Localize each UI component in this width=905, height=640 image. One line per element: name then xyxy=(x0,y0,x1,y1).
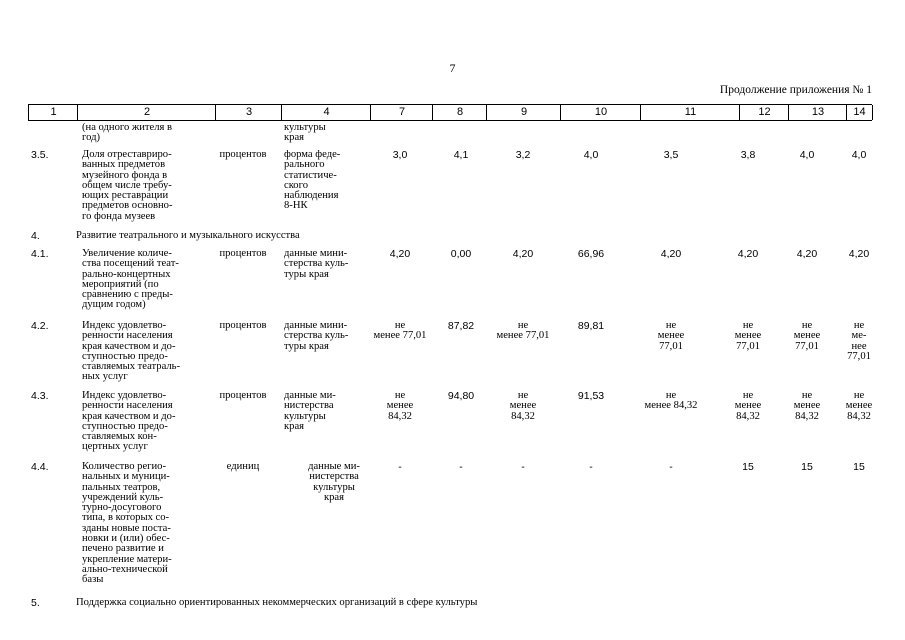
value-col-8: 87,82 xyxy=(447,320,475,332)
value-col-7: - xyxy=(398,461,402,473)
header-col-11: 11 xyxy=(640,105,740,120)
value-col-13: 15 xyxy=(801,461,813,473)
value-col-9: 4,20 xyxy=(512,248,534,260)
row-number: 4.1. xyxy=(31,248,49,260)
value-col-8: 0,00 xyxy=(450,248,472,260)
continuation-label: Продолжение приложения № 1 xyxy=(719,84,872,96)
row-number: 4.4. xyxy=(31,461,49,473)
value-col-10: 66,96 xyxy=(577,248,605,260)
header-col-1: 1 xyxy=(28,105,78,120)
value-col-12: не менее 77,01 xyxy=(734,320,762,352)
value-col-11: не менее 77,01 xyxy=(657,320,685,352)
value-col-7: не менее 84,32 xyxy=(386,390,414,422)
page-number: 7 xyxy=(449,61,456,75)
row-number: 4.2. xyxy=(31,320,49,332)
row-number: 5. xyxy=(31,597,40,609)
header-col-2: 2 xyxy=(77,105,216,120)
value-col-13: 4,20 xyxy=(796,248,818,260)
unit-of-measure: единиц xyxy=(226,461,260,472)
value-col-7: не менее 77,01 xyxy=(373,320,427,342)
value-col-9: не менее 84,32 xyxy=(509,390,537,422)
value-col-7: 3,0 xyxy=(392,149,408,161)
header-col-7: 7 xyxy=(370,105,433,120)
value-col-11: 4,20 xyxy=(660,248,682,260)
header-col-3: 3 xyxy=(215,105,282,120)
header-col-13: 13 xyxy=(788,105,847,120)
value-col-10: 91,53 xyxy=(577,390,605,402)
value-col-14: не ме- нее 77,01 xyxy=(847,320,871,362)
value-col-14: не менее 84,32 xyxy=(845,390,873,422)
value-col-9: не менее 77,01 xyxy=(496,320,550,342)
value-col-8: 4,1 xyxy=(453,149,469,161)
data-source: культуры края xyxy=(284,122,326,144)
value-col-13: не менее 77,01 xyxy=(793,320,821,352)
indicator-name: Доля отреставриро- ванных предметов музейного фонда в общем числе требу- ющих реставрации предметов основно- го фонда музеев xyxy=(82,149,173,222)
section-title: Поддержка социально ориентированных некоммерческих организаций в сфере культуры xyxy=(76,597,478,608)
value-col-11: 3,5 xyxy=(663,149,679,161)
value-col-10: 4,0 xyxy=(583,149,599,161)
value-col-12: 15 xyxy=(742,461,754,473)
unit-of-measure: процентов xyxy=(219,248,267,259)
value-col-9: - xyxy=(521,461,525,473)
value-col-11: не менее 84,32 xyxy=(644,390,698,412)
indicator-name: Увеличение количе- ства посещений теат- рально-концертных мероприятий (по сравнению с преды- дущим годом) xyxy=(82,248,179,311)
section-title: Развитие театрального и музыкального искусства xyxy=(76,230,300,241)
header-col-8: 8 xyxy=(432,105,487,120)
unit-of-measure: процентов xyxy=(219,320,267,331)
value-col-12: 4,20 xyxy=(737,248,759,260)
data-source: данные ми- нистерства культуры края xyxy=(284,390,336,432)
value-col-14: 15 xyxy=(853,461,865,473)
indicator-name: Индекс удовлетво- ренности населения края качеством и до- ступностью предо- ставляемых кон- цертных услуг xyxy=(82,390,176,453)
value-col-14: 4,0 xyxy=(851,149,867,161)
table-header xyxy=(28,104,872,121)
value-col-8: - xyxy=(459,461,463,473)
value-col-14: 4,20 xyxy=(848,248,870,260)
header-col-4: 4 xyxy=(281,105,371,120)
value-col-12: 3,8 xyxy=(740,149,756,161)
value-col-11: - xyxy=(669,461,673,473)
row-number: 4.3. xyxy=(31,390,49,402)
data-source: данные мини- стерства куль- туры края xyxy=(284,320,349,352)
value-col-10: - xyxy=(589,461,593,473)
data-source: данные ми- нистерства культуры края xyxy=(308,461,360,503)
unit-of-measure: процентов xyxy=(219,390,267,401)
indicator-name: Индекс удовлетво- ренности населения края качеством и до- ступностью предо- ставляемых театраль- ных услуг xyxy=(82,320,181,383)
header-col-14: 14 xyxy=(846,105,873,120)
value-col-8: 94,80 xyxy=(447,390,475,402)
row-number: 4. xyxy=(31,230,40,242)
data-source: данные мини- стерства куль- туры края xyxy=(284,248,349,280)
value-col-7: 4,20 xyxy=(389,248,411,260)
header-col-9: 9 xyxy=(486,105,561,120)
unit-of-measure: процентов xyxy=(219,149,267,160)
header-col-12: 12 xyxy=(739,105,789,120)
value-col-10: 89,81 xyxy=(577,320,605,332)
row-number: 3.5. xyxy=(31,149,49,161)
value-col-9: 3,2 xyxy=(515,149,531,161)
header-col-10: 10 xyxy=(560,105,641,120)
data-source: форма феде- рального статистиче- ского наблюдения 8-НК xyxy=(284,149,341,212)
value-col-12: не менее 84,32 xyxy=(734,390,762,422)
indicator-name: (на одного жителя в год) xyxy=(82,122,173,144)
indicator-name: Количество регио- нальных и муници- пальных театров, учреждений куль- турно-досугового типа, в которых со- зданы новые поста- новки и (или) обес- печено развитие и укрепление матери- ально-технической базы xyxy=(82,461,172,586)
value-col-13: не менее 84,32 xyxy=(793,390,821,422)
value-col-13: 4,0 xyxy=(799,149,815,161)
